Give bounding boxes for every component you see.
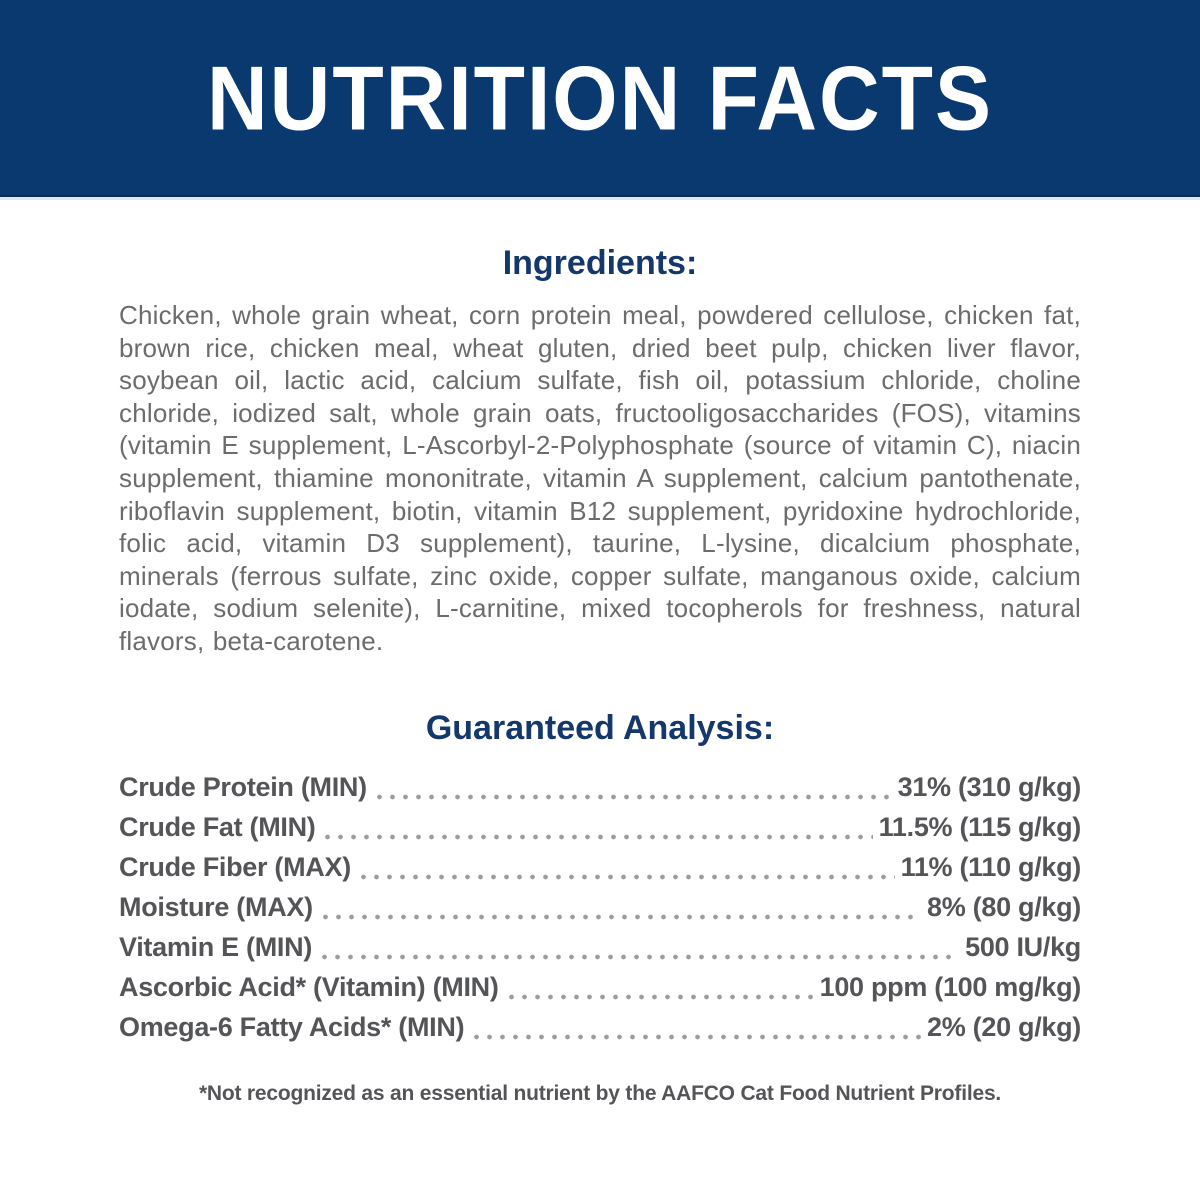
nutrient-label: Moisture (MAX): [119, 891, 313, 922]
nutrient-label: Vitamin E (MIN): [119, 931, 313, 962]
nutrient-value: 2% (20 g/kg): [927, 1011, 1081, 1042]
nutrient-value: 8% (80 g/kg): [927, 891, 1081, 922]
dot-leader: [373, 772, 892, 812]
ingredients-heading: Ingredients:: [502, 244, 698, 282]
dot-leader: [357, 852, 895, 892]
label-content: [0, 197, 1200, 1106]
page-title: NUTRITION FACTS: [207, 46, 993, 149]
dot-leader: [319, 892, 921, 932]
dot-leader: [321, 812, 872, 852]
guaranteed-analysis-table: [119, 772, 1081, 1052]
ingredients-text: Chicken, whole grain wheat, corn protein meal, powdered cellulose, chicken fat, brown rice, chicken meal, wheat gluten, dried beet pulp, chicken liver flavor, soybean oil, lactic acid, calcium sulfate, fish oil, potassium chloride, choline chloride, iodized salt, whole grain oats, fructooligosaccharides (FOS), vitamins (vitamin E supplement, L-Ascorbyl-2-Polyphosphate (source of vitamin C), niacin supplement, thiamine mononitrate, vitamin A supplement, calcium pantothenate, riboflavin supplement, biotin, vitamin B12 supplement, pyridoxine hydrochloride, folic acid, vitamin D3 supplement), taurine, L-lysine, dicalcium phosphate, minerals (ferrous sulfate, zinc oxide, copper sulfate, manganous oxide, calcium iodate, sodium selenite), L-carnitine, mixed tocopherols for freshness, natural flavors, beta-carotene.: [119, 300, 1081, 656]
nutrient-label: Ascorbic Acid* (Vitamin) (MIN): [119, 971, 499, 1002]
analysis-row: [119, 772, 1081, 812]
analysis-row: [119, 972, 1081, 1012]
nutrient-label: Crude Fiber (MAX): [119, 851, 351, 882]
nutrient-label: Omega-6 Fatty Acids* (MIN): [119, 1011, 465, 1042]
nutrient-label: Crude Protein (MIN): [119, 771, 367, 802]
nutrient-value: 100 ppm (100 mg/kg): [819, 971, 1081, 1002]
dot-leader: [470, 1012, 921, 1052]
dot-leader: [318, 932, 959, 972]
nutrient-value: 11.5% (115 g/kg): [878, 811, 1081, 842]
analysis-row: [119, 1012, 1081, 1052]
nutrient-value: 31% (310 g/kg): [897, 771, 1081, 802]
analysis-row: [119, 812, 1081, 852]
guaranteed-analysis-heading: Guaranteed Analysis:: [425, 708, 775, 747]
nutrient-label: Crude Fat (MIN): [119, 811, 316, 842]
analysis-row: [119, 892, 1081, 932]
footnote: *Not recognized as an essential nutrient by the AAFCO Cat Food Nutrient Profiles.: [198, 1081, 1002, 1105]
analysis-row: [119, 932, 1081, 972]
header-band: [0, 0, 1200, 197]
dot-leader: [505, 972, 814, 1012]
nutrient-value: 500 IU/kg: [965, 931, 1081, 962]
analysis-row: [119, 852, 1081, 892]
nutrient-value: 11% (110 g/kg): [900, 851, 1081, 882]
